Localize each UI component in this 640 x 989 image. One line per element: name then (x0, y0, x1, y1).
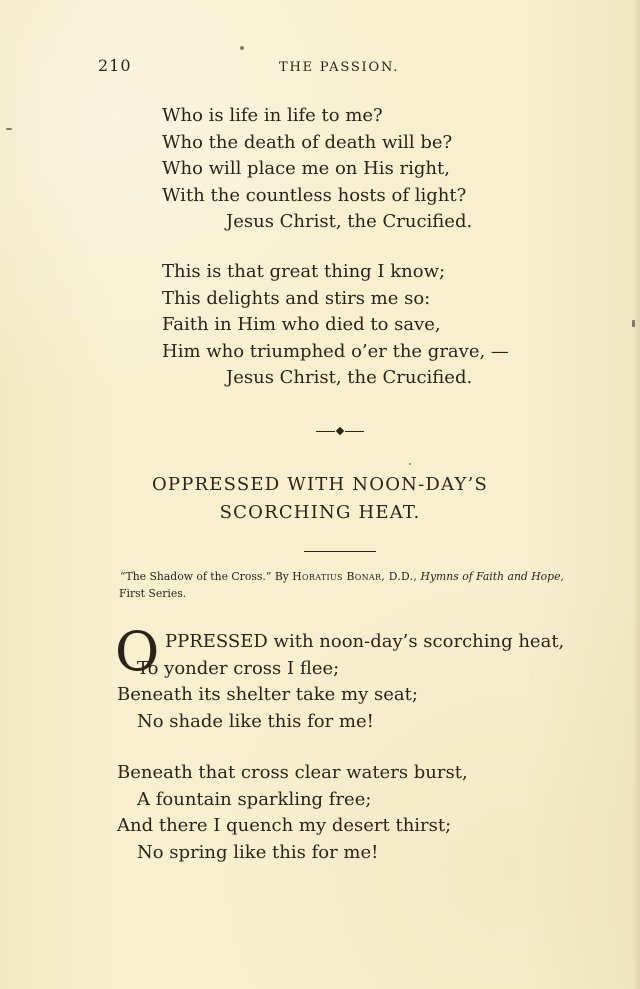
page-speck (632, 320, 635, 327)
main-stanza-2-line-4: No spring like this for me! (137, 841, 379, 863)
source-title: “The Shadow of the Cross.” (120, 570, 272, 583)
main-stanza-1-line-3: Beneath its shelter take my seat; (117, 684, 418, 705)
stanza-2-line-2: This delights and stirs me so: (162, 287, 431, 309)
page-number: 210 (98, 56, 132, 75)
main-stanza-1-line-2: To yonder cross I flee; (137, 657, 340, 679)
main-stanza-1 (115, 620, 565, 735)
page-speck (240, 46, 244, 50)
source-series: First Series. (119, 587, 187, 600)
dropcap-letter: O (115, 620, 160, 683)
main-stanza-2-line-3: And there I quench my desert thirst; (117, 815, 452, 836)
source-by: By (274, 570, 289, 583)
stanza-1-refrain: Jesus Christ, the Crucified. (226, 211, 473, 232)
stanza-2-line-3: Faith in Him who died to save, (162, 314, 441, 335)
source-author: Horatius Bonar, D.D., (292, 570, 418, 583)
stanza-2-line-1: This is that great thing I know; (162, 261, 446, 282)
stanza-2-refrain: Jesus Christ, the Crucified. (226, 367, 473, 388)
stanza-1-line-2: Who the death of death will be? (162, 131, 453, 153)
poem-title-line-1: OPPRESSED WITH NOON-DAY’S (151, 474, 489, 495)
divider-right-rule (345, 431, 364, 432)
page-speck (6, 128, 12, 130)
main-stanza-2-line-1: Beneath that cross clear waters burst, (117, 762, 468, 783)
stanza-2 (162, 259, 509, 392)
title-rule (304, 551, 376, 552)
source-citation (120, 568, 587, 602)
main-stanza-2 (117, 760, 468, 866)
source-line-2 (119, 585, 587, 602)
running-title: THE PASSION. (279, 60, 400, 75)
stanza-2-line-4: Him who triumphed o’er the grave, — (162, 340, 509, 362)
first-line-text: PPRESSED with noon-day’s scorching heat, (165, 631, 565, 652)
stanza-1-line-3: Who will place me on His right, (162, 158, 450, 179)
section-divider (316, 426, 364, 438)
page-speck (409, 463, 411, 465)
stanza-1-line-4: With the countless hosts of light? (162, 184, 467, 206)
divider-left-rule (316, 431, 335, 432)
main-stanza-2-line-2: A fountain sparkling free; (137, 788, 372, 810)
source-book: Hymns of Faith and Hope, (420, 570, 564, 583)
main-stanza-1-line-4: No shade like this for me! (137, 710, 374, 732)
poem-title-line-2: SCORCHING HEAT. (219, 502, 421, 523)
diamond-ornament-icon (336, 427, 344, 435)
source-line-1 (120, 568, 587, 585)
stanza-1 (162, 103, 472, 236)
stanza-1-line-1: Who is life in life to me? (162, 105, 383, 126)
